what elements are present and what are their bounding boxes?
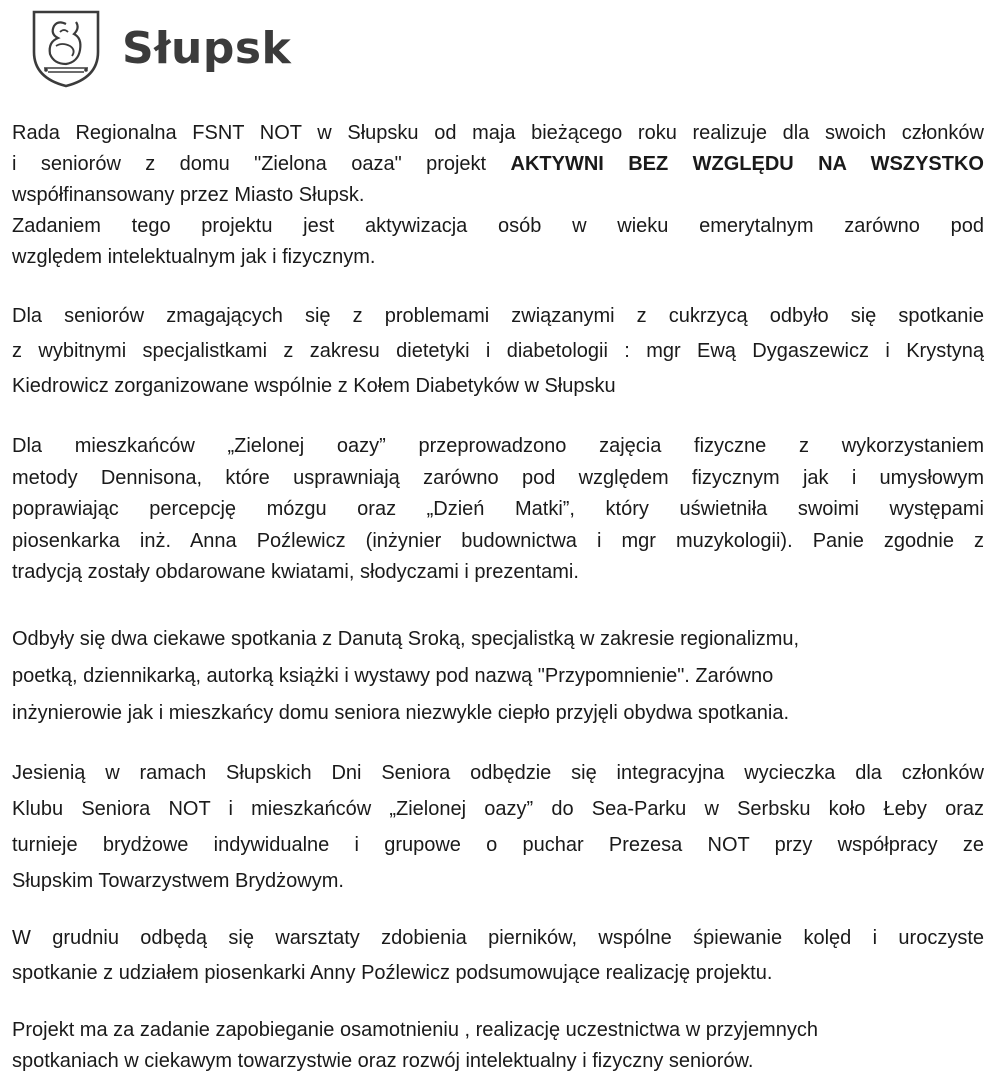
text-line — [12, 658, 984, 695]
text-line — [12, 211, 984, 242]
paragraph — [12, 921, 984, 991]
city-crest-icon — [30, 8, 102, 90]
city-logo-text: Słupsk — [122, 23, 292, 74]
paragraph — [12, 299, 984, 404]
line-text: poetką, dziennikarką, autorką książki i wystawy pod nazwą "Przypomnienie". Zarówno — [12, 664, 774, 687]
text-line — [12, 827, 984, 863]
text-line — [12, 863, 984, 899]
line-text: Słupskim Towarzystwem Brydżowym. — [12, 869, 344, 892]
line-text: współfinansowany przez Miasto Słupsk. — [12, 184, 365, 206]
line-text: inżynierowie jak i mieszkańcy domu seniora niezwykle ciepło przyjęli obydwa spotkania. — [12, 701, 790, 724]
paragraph — [12, 118, 984, 273]
line-text: piosenkarka inż. Anna Poźlewicz (inżynier budownictwa i mgr muzykologii). Panie zgodnie z — [12, 529, 984, 552]
text-line — [12, 956, 984, 991]
line-text: metody Dennisona, które usprawniają zarówno pod względem fizycznym jak i umysłowym — [12, 466, 984, 489]
line-text: Jesienią w ramach Słupskich Dni Seniora odbędzie się integracyjna wycieczka dla członków — [12, 761, 984, 784]
line-text: spotkanie z udziałem piosenkarki Anny Poźlewicz podsumowujące realizację projektu. — [12, 961, 773, 984]
paragraph — [12, 621, 984, 732]
text-line — [12, 149, 984, 180]
project-name: AKTYWNI BEZ WZGLĘDU NA WSZYSTKO — [510, 153, 984, 175]
line-text: spotkaniach w ciekawym towarzystwie oraz rozwój intelektualny i fizyczny seniorów. — [12, 1049, 754, 1072]
line-text: Zadaniem tego projektu jest aktywizacja osób w wieku emerytalnym zarówno pod — [12, 215, 984, 237]
text-line — [12, 431, 984, 463]
text-line — [12, 463, 984, 495]
paragraph — [12, 1015, 984, 1077]
text-line — [12, 621, 984, 658]
text-line — [12, 1046, 984, 1077]
line-text: turnieje brydżowe indywidualne i grupowe o puchar Prezesa NOT przy współpracy ze — [12, 833, 984, 856]
text-line — [12, 755, 984, 791]
text-line — [12, 369, 984, 404]
text-line — [12, 118, 984, 149]
line-text: Klubu Seniora NOT i mieszkańców „Zielonej oazy” do Sea-Parku w Serbsku koło Łeby oraz — [12, 797, 984, 820]
line-text: W grudniu odbędą się warsztaty zdobienia pierników, wspólne śpiewanie kolęd i uroczyste — [12, 926, 984, 949]
line-text: tradycją zostały obdarowane kwiatami, słodyczami i prezentami. — [12, 561, 579, 583]
header — [30, 8, 291, 90]
paragraph — [12, 431, 984, 589]
text-line — [12, 1015, 984, 1046]
line-text: Rada Regionalna FSNT NOT w Słupsku od maja bieżącego roku realizuje dla swoich członków — [12, 122, 984, 144]
text-line — [12, 299, 984, 334]
line-text: Dla seniorów zmagających się z problemami związanymi z cukrzycą odbyło się spotkanie — [12, 305, 984, 327]
line-text: względem intelektualnym jak i fizycznym. — [12, 246, 376, 268]
line-text: poprawiając percepcję mózgu oraz „Dzień Matki”, który uświetniła swoimi występami — [12, 498, 984, 520]
text-line — [12, 242, 984, 273]
line-text: z wybitnymi specjalistkami z zakresu dietetyki i diabetologii : mgr Ewą Dygaszewicz i Krystyną — [12, 340, 984, 362]
line-text: Projekt ma za zadanie zapobieganie osamotnieniu , realizację uczestnictwa w przyjemnych — [12, 1018, 818, 1041]
text-line — [12, 526, 984, 558]
text-line — [12, 557, 984, 589]
line-text: i seniorów z domu "Zielona oaza" projekt — [12, 153, 511, 175]
text-line — [12, 791, 984, 827]
text-line — [12, 695, 984, 732]
line-text: Kiedrowicz zorganizowane wspólnie z Kołem Diabetyków w Słupsku — [12, 375, 616, 397]
line-text: Dla mieszkańców „Zielonej oazy” przeprowadzono zajęcia fizyczne z wykorzystaniem — [12, 435, 984, 457]
text-line — [12, 180, 984, 211]
text-line — [12, 334, 984, 369]
line-text: Odbyły się dwa ciekawe spotkania z Danutą Sroką, specjalistką w zakresie regionalizmu, — [12, 627, 800, 650]
paragraph — [12, 755, 984, 899]
text-line — [12, 494, 984, 526]
text-line — [12, 921, 984, 956]
document-body — [12, 118, 984, 1077]
